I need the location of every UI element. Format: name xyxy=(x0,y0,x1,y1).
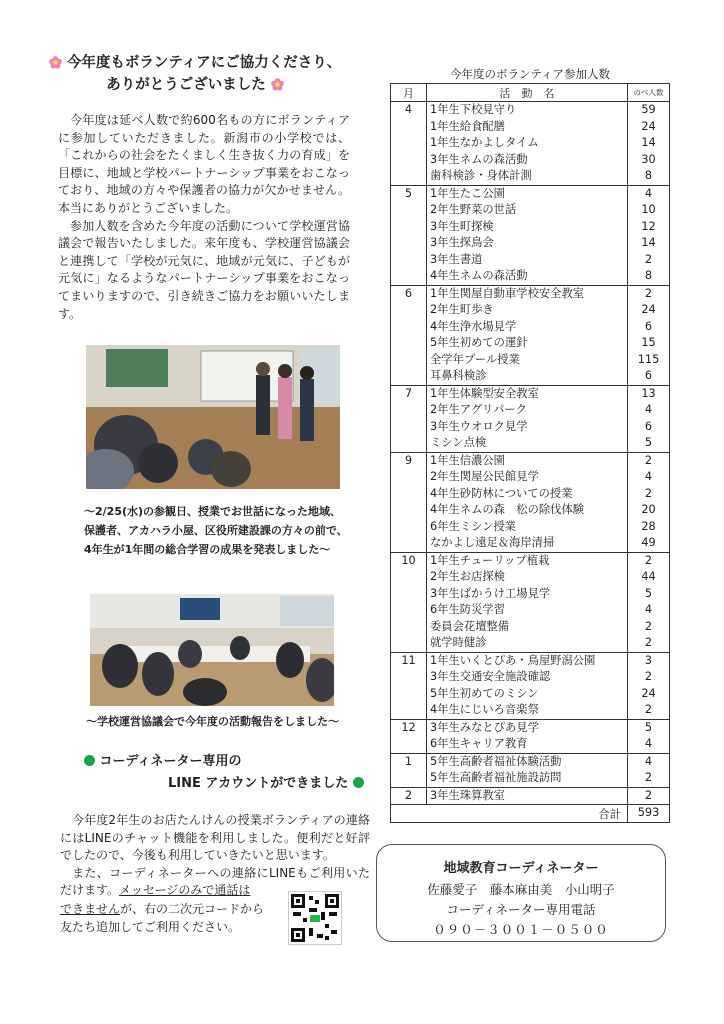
thanks-paragraphs xyxy=(58,112,350,323)
line-paragraph-2a: また、コーディネーターへの連絡にLINEもご利用いただけます。 xyxy=(60,865,370,898)
table-row xyxy=(391,185,670,285)
activity-name: 2年生町歩き xyxy=(430,303,494,316)
count-cell xyxy=(628,285,670,385)
participant-count: 5 xyxy=(644,586,653,600)
flower-icon xyxy=(49,56,62,69)
line-paragraph-1: 今年度2年生のお店たんけんの授業ボランティアの連絡にはLINEのチャット機能を利用しました。便利だと好評でしたので、今後も利用していきたいと思います。 xyxy=(60,813,370,863)
month-cell: 1 xyxy=(391,753,427,787)
table-row xyxy=(391,753,670,787)
participant-count: 28 xyxy=(641,519,656,533)
activity-cell xyxy=(427,285,628,385)
participant-count: 2 xyxy=(644,703,653,716)
activity-name: 1年生チューリップ植栽 xyxy=(430,553,550,567)
activity-name: 4年生にじいろ音楽祭 xyxy=(430,703,539,716)
activity-name: 委員会花壇整備 xyxy=(430,619,510,633)
activity-name: 3年生ばかうけ工場見学 xyxy=(430,586,551,600)
activity-name: 4年生砂防林についての授業 xyxy=(430,486,573,500)
participant-count: 24 xyxy=(641,119,656,133)
activity-name: 6年生ミシン授業 xyxy=(430,519,516,533)
table-title: 今年度のボランティア参加人数 xyxy=(449,67,611,81)
volunteer-table-wrapper xyxy=(390,83,670,823)
activity-name: 3年生珠算教室 xyxy=(430,788,505,802)
activity-name: 5年生初めての運針 xyxy=(430,336,528,349)
activity-cell xyxy=(427,753,628,787)
month-cell: 2 xyxy=(391,787,427,805)
presentation-photo xyxy=(86,345,340,489)
participant-count: 20 xyxy=(641,503,656,516)
count-cell xyxy=(628,452,670,552)
caption2: ～学校運営協議会で今年度の活動報告をしました～ xyxy=(86,715,339,728)
coordinator-names: 佐藤愛子 藤本麻由美 小山明子 xyxy=(427,882,615,897)
activity-cell xyxy=(427,552,628,652)
line-paragraph-tail xyxy=(60,901,288,936)
count-cell xyxy=(628,385,670,452)
activity-name: 3年生ウオロク見学 xyxy=(430,419,528,433)
paragraph-1: 今年度は延べ人数で約600名もの方にボランティアに参加していただきました。新潟市の小学校では、「これからの社会をたくましく生き抜く力の育成」を目標に、地域と学校パートナーシップ事業をおこなっており、地域の方々や保護者の協力が欠かせません。本当にありがとうございました。 xyxy=(58,113,350,215)
participant-count: 8 xyxy=(644,269,653,282)
line-heading xyxy=(84,751,374,795)
participant-count: 4 xyxy=(644,186,653,200)
activity-name: ミシン点検 xyxy=(430,436,487,449)
qr-code[interactable] xyxy=(288,891,342,945)
line-paragraph-2-underline-2: できません xyxy=(60,902,121,916)
activity-name: 耳鼻科検診 xyxy=(430,369,487,382)
participant-count: 24 xyxy=(641,686,656,700)
participant-count: 2 xyxy=(644,453,653,467)
total-value: 593 xyxy=(628,805,670,823)
heading-line2: ありがとうございました xyxy=(106,77,266,93)
caption1-line1: ～2/25(水)の参観日、授業でお世話になった地域、 xyxy=(84,505,342,518)
participant-count: 2 xyxy=(644,788,653,802)
activity-name: 3年生みなとぴあ見学 xyxy=(430,720,539,734)
participant-count: 2 xyxy=(644,553,653,567)
table-row xyxy=(391,652,670,719)
header-month: 月 xyxy=(391,84,427,102)
participant-count: 49 xyxy=(641,536,656,549)
activity-name: 1年生関屋自動車学校安全教室 xyxy=(430,286,585,300)
activity-name: なかよし遠足＆海岸清掃 xyxy=(430,536,555,549)
heading-line1: 今年度もボランティアにご協力くださり、 xyxy=(66,55,342,71)
activity-name: 1年生いくとぴあ・鳥屋野潟公園 xyxy=(430,653,596,667)
participant-count: 5 xyxy=(644,720,653,734)
month-cell: 11 xyxy=(391,652,427,719)
participant-count: 2 xyxy=(644,619,653,633)
activity-name: 1年生下校見守り xyxy=(430,103,517,116)
month-cell: 5 xyxy=(391,185,427,285)
participant-count: 2 xyxy=(644,486,653,500)
line-paragraphs xyxy=(60,812,370,900)
main-heading xyxy=(40,52,350,96)
activity-cell xyxy=(427,452,628,552)
month-cell: 4 xyxy=(391,102,427,186)
table-row xyxy=(391,102,670,186)
activity-name: 2年生お店探検 xyxy=(430,570,505,583)
table-row xyxy=(391,552,670,652)
participant-count: 4 xyxy=(644,403,653,416)
activity-name: 歯科検診・身体計測 xyxy=(430,169,532,182)
line-heading-1: コーディネーター専用の xyxy=(99,754,242,769)
count-cell xyxy=(628,552,670,652)
count-cell xyxy=(628,753,670,787)
participant-count: 13 xyxy=(641,386,656,400)
caption1-line2: 保護者、アカハラ小屋、区役所建設課の方々の前で、 xyxy=(84,524,348,537)
participant-count: 4 xyxy=(644,737,653,750)
green-dot-icon xyxy=(353,777,364,788)
count-cell xyxy=(628,719,670,753)
activity-name: 3年生ネムの森活動 xyxy=(430,152,528,166)
month-cell: 6 xyxy=(391,285,427,385)
activity-cell xyxy=(427,719,628,753)
activity-name: 3年生町探検 xyxy=(430,219,494,233)
activity-cell xyxy=(427,102,628,186)
total-label: 合計 xyxy=(391,805,628,823)
activity-name: 5年生高齢者福祉体験活動 xyxy=(430,754,562,768)
participant-count: 2 xyxy=(644,252,653,266)
participant-count: 24 xyxy=(641,303,656,316)
activity-name: 1年生体験型安全教室 xyxy=(430,386,539,400)
participant-count: 59 xyxy=(641,103,656,116)
activity-name: 4年生ネムの森活動 xyxy=(430,269,528,282)
activity-name: 2年生野菜の世話 xyxy=(430,203,517,216)
table-row xyxy=(391,452,670,552)
activity-name: 6年生キャリア教育 xyxy=(430,737,528,750)
activity-name: 4年生ネムの森 松の除伐体験 xyxy=(430,503,585,516)
month-cell: 9 xyxy=(391,452,427,552)
activity-name: 5年生高齢者福祉施設訪問 xyxy=(430,771,562,784)
participant-count: 115 xyxy=(637,352,660,366)
participant-count: 12 xyxy=(641,219,656,233)
table-row xyxy=(391,385,670,452)
photo1-caption xyxy=(84,502,374,559)
volunteer-table xyxy=(390,83,670,823)
activity-name: 3年生書道 xyxy=(430,252,483,266)
table-row xyxy=(391,285,670,385)
month-cell: 12 xyxy=(391,719,427,753)
activity-name: 1年生なかよしタイム xyxy=(430,136,539,149)
participant-count: 2 xyxy=(644,636,653,649)
activity-name: 全学年プール授業 xyxy=(430,352,520,366)
line-paragraph-2-underline-1: メッセージのみで通話は xyxy=(119,883,251,898)
count-cell xyxy=(628,652,670,719)
header-count: のべ人数 xyxy=(628,84,670,102)
participant-count: 4 xyxy=(644,754,653,768)
activity-cell xyxy=(427,185,628,285)
caption1-line3: 4年生が1年間の総合学習の成果を発表しました～ xyxy=(84,543,331,556)
activity-cell xyxy=(427,787,628,805)
activity-name: 4年生浄水場見学 xyxy=(430,319,517,333)
activity-name: 2年生アグリパーク xyxy=(430,403,527,416)
activity-name: 3年生探鳥会 xyxy=(430,236,494,249)
line-heading-2: LINE アカウントができました xyxy=(168,776,349,791)
activity-cell xyxy=(427,385,628,452)
participant-count: 4 xyxy=(644,470,653,483)
table-row xyxy=(391,719,670,753)
participant-count: 30 xyxy=(641,152,656,166)
count-cell xyxy=(628,185,670,285)
participant-count: 2 xyxy=(644,286,653,300)
participant-count: 8 xyxy=(644,169,653,182)
count-cell xyxy=(628,102,670,186)
activity-name: 5年生初めてのミシン xyxy=(430,686,539,700)
meeting-photo xyxy=(90,594,334,706)
activity-name: 3年生交通安全施設確認 xyxy=(430,670,551,683)
activity-name: 1年生給食配膳 xyxy=(430,119,505,133)
coordinator-title: 地域教育コーディネーター xyxy=(443,861,599,876)
activity-name: 1年生信濃公園 xyxy=(430,453,505,467)
green-dot-icon xyxy=(84,755,95,766)
participant-count: 2 xyxy=(644,771,653,784)
participant-count: 15 xyxy=(641,336,656,349)
table-body xyxy=(391,102,670,805)
participant-count: 3 xyxy=(644,653,653,667)
paragraph-2: 参加人数を含めた今年度の活動について学校運営協議会で報告いたしました。来年度も、学校運営協議会と連携して「学校が元気に、地域が元気に、子どもが元気に」なるようなパートナーシップ事業をおこなってまいりますので、引き続きご協力をお願いいたします。 xyxy=(58,218,350,321)
participant-count: 14 xyxy=(641,236,656,249)
participant-count: 6 xyxy=(644,319,653,333)
month-cell: 10 xyxy=(391,552,427,652)
count-cell xyxy=(628,787,670,805)
activity-name: 就学時健診 xyxy=(430,636,487,649)
activity-cell xyxy=(427,652,628,719)
participant-count: 14 xyxy=(641,136,656,149)
participant-count: 6 xyxy=(644,369,653,382)
participant-count: 10 xyxy=(641,203,656,216)
line-paragraph-2b: が、右の二次元コードから xyxy=(120,902,265,916)
flower-icon xyxy=(271,78,284,91)
activity-name: 1年生たこ公園 xyxy=(430,186,505,200)
phone-label: コーディネーター専用電話 xyxy=(446,902,596,917)
participant-count: 5 xyxy=(644,436,653,449)
participant-count: 44 xyxy=(641,570,656,583)
phone-number[interactable]: ０９０－３００１－０５００ xyxy=(433,922,609,937)
activity-name: 2年生関屋公民館見学 xyxy=(430,470,539,483)
coordinator-contact-box xyxy=(376,844,666,942)
activity-name: 6年生防災学習 xyxy=(430,603,505,616)
participant-count: 4 xyxy=(644,603,653,616)
participant-count: 6 xyxy=(644,419,653,433)
line-paragraph-2c: 友たち追加してご利用ください。 xyxy=(60,919,241,934)
header-activity: 活 動 名 xyxy=(427,84,628,102)
month-cell: 7 xyxy=(391,385,427,452)
participant-count: 2 xyxy=(644,670,653,683)
table-row xyxy=(391,787,670,805)
